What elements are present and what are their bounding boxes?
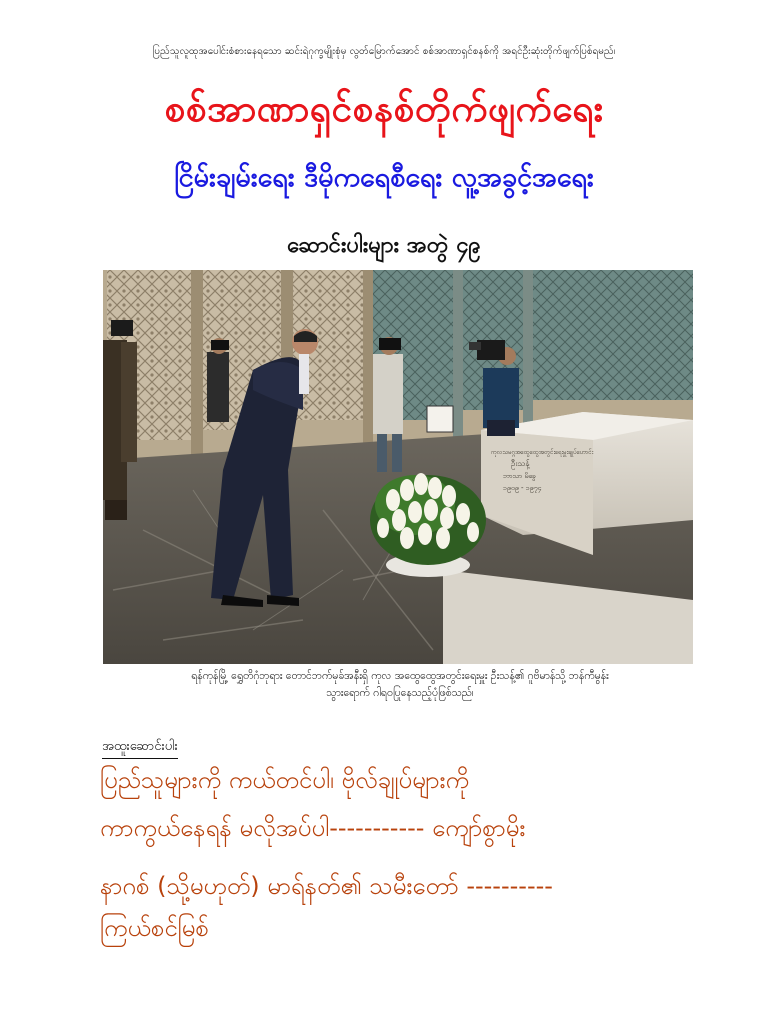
article-2-author[interactable]: ကြယ်စင်မြစ် bbox=[100, 914, 209, 942]
news-photo bbox=[103, 270, 693, 664]
article-2-title-text: နာဂစ် (သို့မဟုတ်) မာရ်နတ်၏ သမီးတော် bbox=[100, 872, 459, 900]
photo-caption bbox=[100, 668, 700, 702]
tomb-inscription-1: ကုလသမဂ္ဂအထွေထွေအတွင်းရေးမှူးချုပ်ဟောင်း bbox=[491, 449, 594, 456]
section-label: အထူးဆောင်းပါး bbox=[102, 738, 178, 759]
article-1-author: ကျော်စွာမိုး bbox=[432, 814, 526, 842]
issue-label: ဆောင်းပါးများ အတွဲ ၄၉ bbox=[287, 233, 481, 258]
article-1-title-end: ကာကွယ်နေရန် မလိုအပ်ပါ bbox=[100, 814, 330, 842]
lattice-panel-6 bbox=[533, 270, 693, 400]
article-1-separator: ----------- bbox=[329, 814, 425, 842]
article-2-separator: ---------- bbox=[466, 872, 553, 900]
caption-line-2: သွားရောက် ဂါရဝပြုနေသည့်ပုံဖြစ်သည်၊ bbox=[326, 687, 474, 699]
tomb-inscription-3: ဘာသာ မိခွေ bbox=[503, 472, 536, 480]
article-1-title-line-1[interactable]: ပြည်သူများကို ကယ်တင်ပါ၊ ဗိုလ်ချုပ်များကို bbox=[100, 766, 470, 794]
caption-line-1: ရန်ကုန်မြို့ ရွှေတိဂုံဘုရား တောင်ဘက်မုခ်အနီးရှိ ကုလ အထွေထွေအတွင်းရေးမှူး ဦးသန့်၏ ဂူဗိမာန်သို့ ဘန်ကီမွန်း bbox=[191, 670, 609, 682]
main-title: စစ်အာဏာရှင်စနစ်တိုက်ဖျက်ရေး bbox=[164, 87, 604, 130]
article-1-title-line-2[interactable] bbox=[100, 812, 525, 848]
tomb-inscription-2: ဦးသန့် bbox=[511, 459, 530, 468]
tomb-inscription-4: ၁၉၀၉ - ၁၉၇၄ bbox=[503, 484, 542, 492]
sub-title: ငြိမ်းချမ်းရေး ဒီမိုကရေစီရေး လူ့အခွင့်အရေး bbox=[174, 162, 594, 193]
photo-illustration bbox=[103, 270, 693, 664]
header-note: ပြည်သူလူထုအပေါင်းစံစားနေရသော ဆင်းရဲဂုက္ခမျိုးစုံမှ လွတ်မြောက်အောင် စစ်အာဏာရှင်စနစ်ကို အရင်ဦးဆုံးတိုက်ဖျက်ပြစ်ရမည်၊ bbox=[152, 46, 616, 57]
article-2-title[interactable] bbox=[100, 870, 553, 906]
